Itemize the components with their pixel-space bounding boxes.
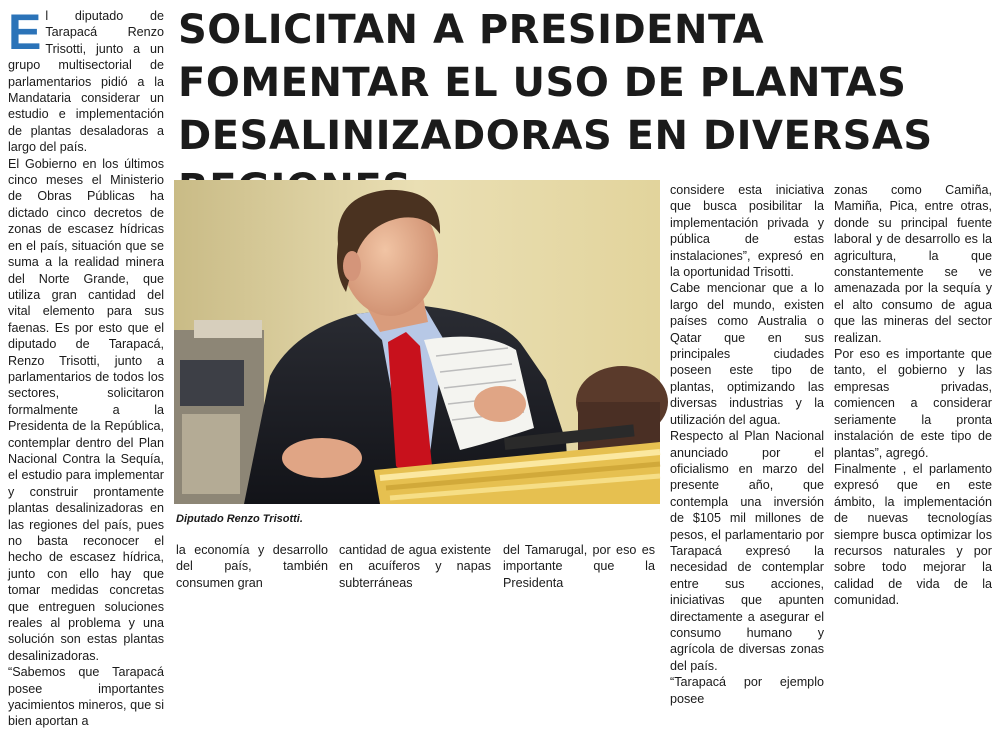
article-column-left <box>8 4 164 729</box>
photo-caption: Diputado Renzo Trisotti. <box>176 513 303 525</box>
paragraph: “Sabemos que Tarapacá posee importantes yacimientos mineros, que si bien aportan a <box>8 665 164 729</box>
article-column-right <box>834 182 992 608</box>
paragraph: Por eso es importante que tanto, el gobierno y las empresas privadas, comiencen a considerar seriamente la pronta instalación de este tipo de plantas”, agregó. <box>834 347 992 460</box>
article-column-mid <box>670 182 824 706</box>
paragraph: Finalmente , el parlamento expresó que en este ámbito, la implementación de nuevas tecnologías siempre busca optimizar los recursos naturales y por sobre todo mejorar la calidad de vida de la comunidad. <box>834 461 992 608</box>
paragraph: cantidad de agua existente en acuíferos y napas subterráneas <box>339 543 491 590</box>
paragraph: la economía y desarrollo del país, también consumen gran <box>176 543 328 590</box>
article-headline: SOLICITAN A PRESIDENTA FOMENTAR EL USO DE PLANTAS DESALINIZADORAS EN DIVERSAS <box>178 7 933 159</box>
paragraph: Cabe mencionar que a lo largo del mundo, existen países como Australia o Qatar que en sus principales ciudades poseen este tipo de plantas, optimizando las diversas industrias y la utilización del agua. <box>670 281 824 427</box>
paragraph: Respecto al Plan Nacional anunciado por el oficialismo en marzo del presente año, que contempla una inversión de $105 mil millones de pesos, el parlamentario por Tarapacá expresó la necesidad de contemplar entre sus acciones, iniciativas que apunten directamente a asegurar el consumo humano y agrícola de diversas zonas del país. <box>670 429 824 673</box>
paragraph: “Tarapacá por ejemplo posee <box>670 675 824 706</box>
paragraph: zonas como Camiña, Mamiña, Pica, entre otras, donde su principal fuente laboral y de desarrollo es la agricultura, la que constantemente se ve amenazada por la sequía y el alto consumo de agua que las mineras del sector realizan. <box>834 183 992 345</box>
paragraph: l diputado de Tarapacá Renzo Trisotti, junto a un grupo multisectorial de parlamentarios pidió a la Mandataria considerar un estudio e implementación de plantas desaladoras a largo del país. <box>8 9 164 155</box>
article-column-bottom-2 <box>339 542 491 590</box>
article-photo <box>174 180 660 504</box>
article-column-bottom-1 <box>176 542 328 590</box>
paragraph: considere esta iniciativa que busca posibilitar la implementación privada y pública de estas instalaciones”, expresó en la oportunidad Trisotti. <box>670 183 824 280</box>
paragraph: del Tamarugal, por eso es importante que la Presidenta <box>503 543 655 590</box>
drop-cap: E <box>8 4 42 60</box>
article-column-bottom-3 <box>503 542 655 590</box>
paragraph: El Gobierno en los últimos cinco meses el Ministerio de Obras Públicas ha dictado cinco decretos de zonas de escasez hídricas en el país, situación que se suma a la realidad minera del Norte Grande, que utiliza gran cantidad del vital elemento para sus faenas. Es por esto que el diputado de Tarapacá, Renzo Trisotti, junto a parlamentarios de todos los sectores, solicitaron formalmente a la Presidenta de la República, contemplar dentro del Plan Nacional Contra la Sequía, el estudio para implementar y construir prontamente plantas desalinizadoras en las regiones del país, pues no basta reconocer el hecho de escasez hídrica, junto con ello hay que tomar medidas concretas que entreguen soluciones reales al problema y una solución son estas plantas desalinizadoras. <box>8 156 164 663</box>
